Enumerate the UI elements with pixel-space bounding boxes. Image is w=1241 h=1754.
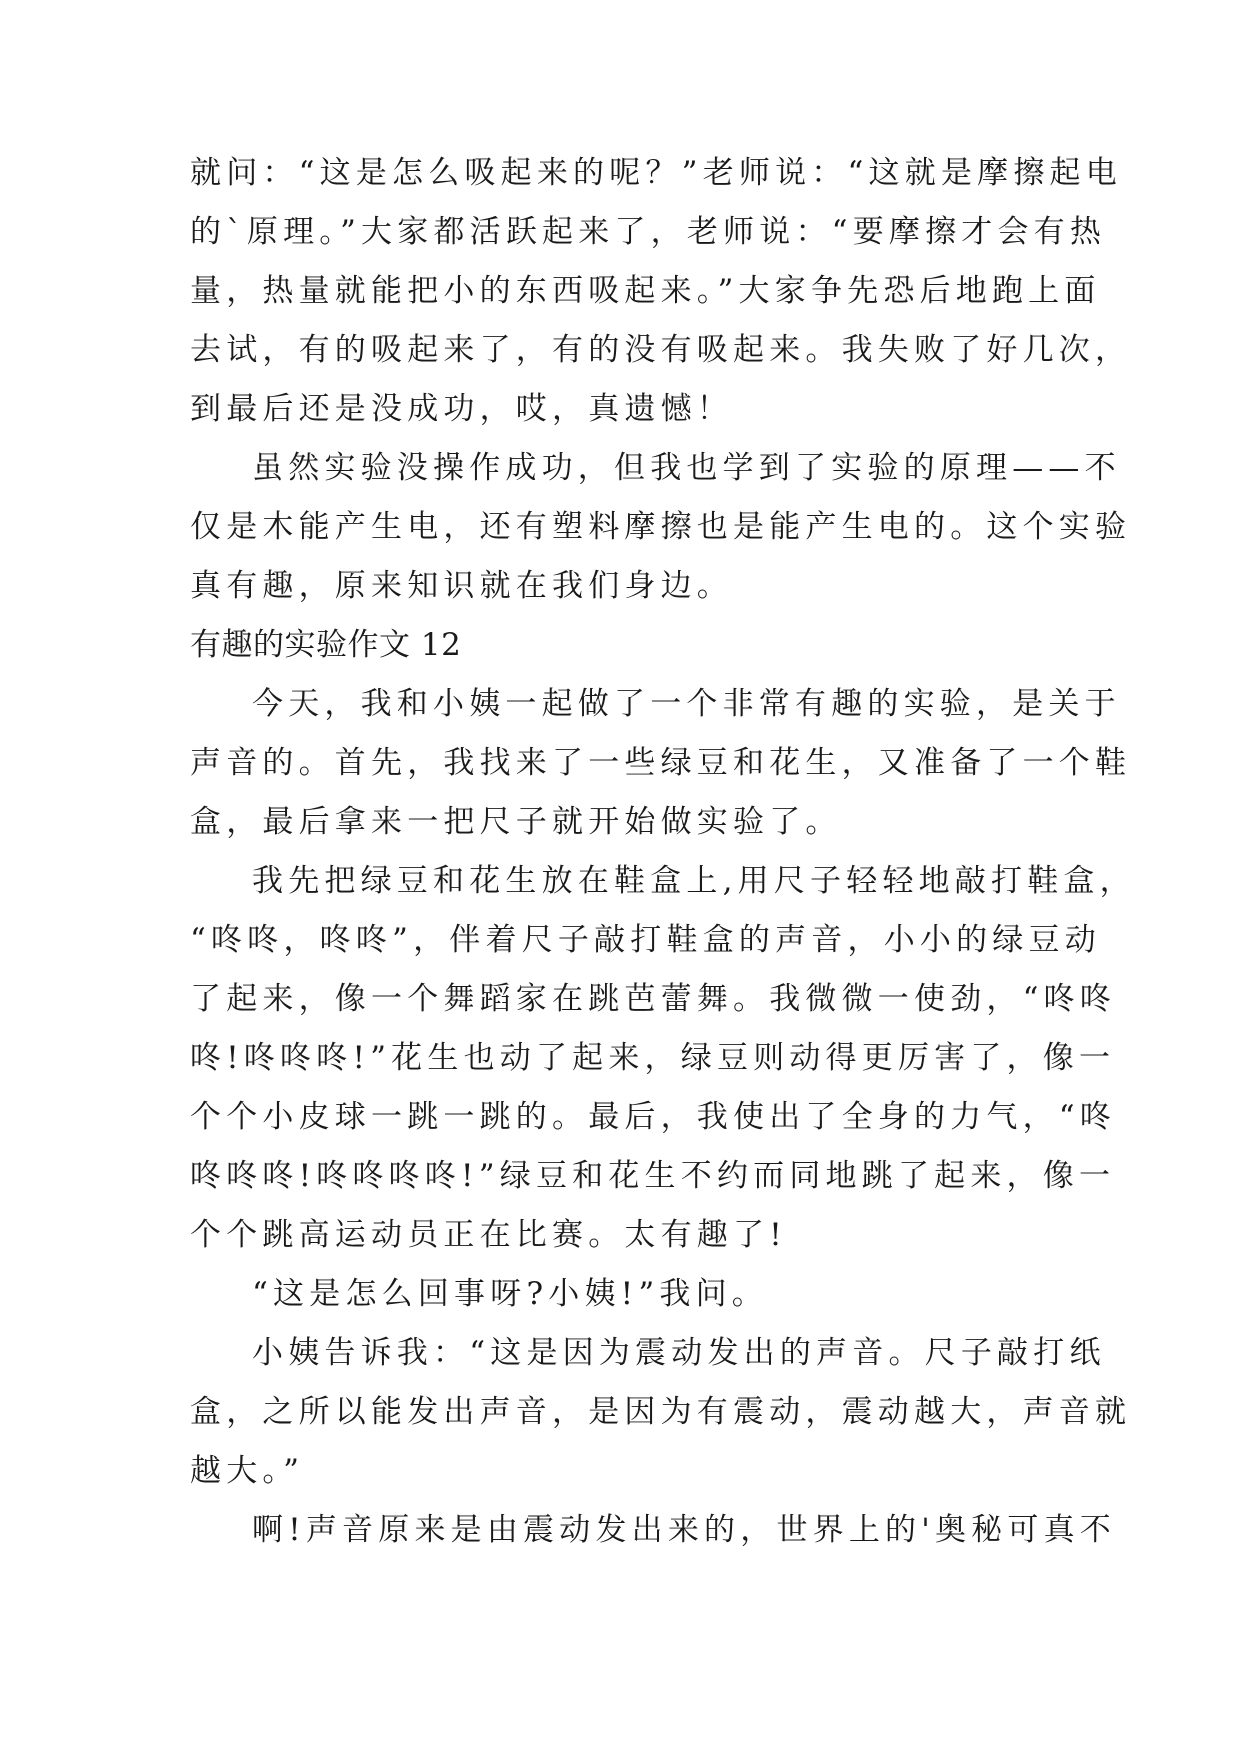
text-line: 了起来，像一个舞蹈家在跳芭蕾舞。我微微一使劲，“咚咚 <box>190 981 1117 1017</box>
text-line: 仅是木能产生电，还有塑料摩擦也是能产生电的。这个实验 <box>190 509 1132 545</box>
text-line: 咚咚咚!咚咚咚咚!”绿豆和花生不约而同地跳了起来，像一 <box>190 1158 1116 1194</box>
text-line: 盒，最后拿来一把尺子就开始做实验了。 <box>190 804 842 840</box>
text-line: 越大。” <box>190 1453 305 1489</box>
text-line: 咚!咚咚咚!”花生也动了起来，绿豆则动得更厉害了，像一 <box>190 1040 1116 1076</box>
text-line: 去试，有的吸起来了，有的没有吸起来。我失败了好几次， <box>190 332 1132 368</box>
paragraph-first-line: 今天，我和小姨一起做了一个非常有趣的实验，是关于 <box>252 686 1121 722</box>
text-line: 真有趣，原来知识就在我们身边。 <box>190 568 733 604</box>
text-line: 就问：“这是怎么吸起来的呢？”老师说：“这就是摩擦起电 <box>190 155 1122 191</box>
text-line: 盒，之所以能发出声音，是因为有震动，震动越大，声音就 <box>190 1394 1132 1430</box>
paragraph-first-line: 小姨告诉我：“这是因为震动发出的声音。尺子敲打纸 <box>252 1335 1106 1371</box>
paragraph-first-line: 我先把绿豆和花生放在鞋盒上,用尺子轻轻地敲打鞋盒， <box>252 863 1136 899</box>
text-line: “咚咚，咚咚”，伴着尺子敲打鞋盒的声音，小小的绿豆动 <box>190 922 1101 958</box>
text-line: 量，热量就能把小的东西吸起来。”大家争先恐后地跑上面 <box>190 273 1101 309</box>
paragraph-first-line: 啊!声音原来是由震动发出来的，世界上的'奥秘可真不 <box>252 1512 1116 1548</box>
section-heading: 有趣的实验作文 12 <box>190 627 462 663</box>
paragraph-first-line: 虽然实验没操作成功，但我也学到了实验的原理——不 <box>252 450 1121 486</box>
text-line: 的`原理。”大家都活跃起来了，老师说：“要摩擦才会有热 <box>190 214 1107 250</box>
paragraph-first-line: “这是怎么回事呀?小姨!”我问。 <box>252 1276 768 1312</box>
text-line: 声音的。首先，我找来了一些绿豆和花生，又准备了一个鞋 <box>190 745 1132 781</box>
text-line: 个个小皮球一跳一跳的。最后，我使出了全身的力气，“咚 <box>190 1099 1117 1135</box>
text-line: 个个跳高运动员正在比赛。太有趣了! <box>190 1217 787 1253</box>
text-line: 到最后还是没成功，哎，真遗憾！ <box>190 391 733 427</box>
